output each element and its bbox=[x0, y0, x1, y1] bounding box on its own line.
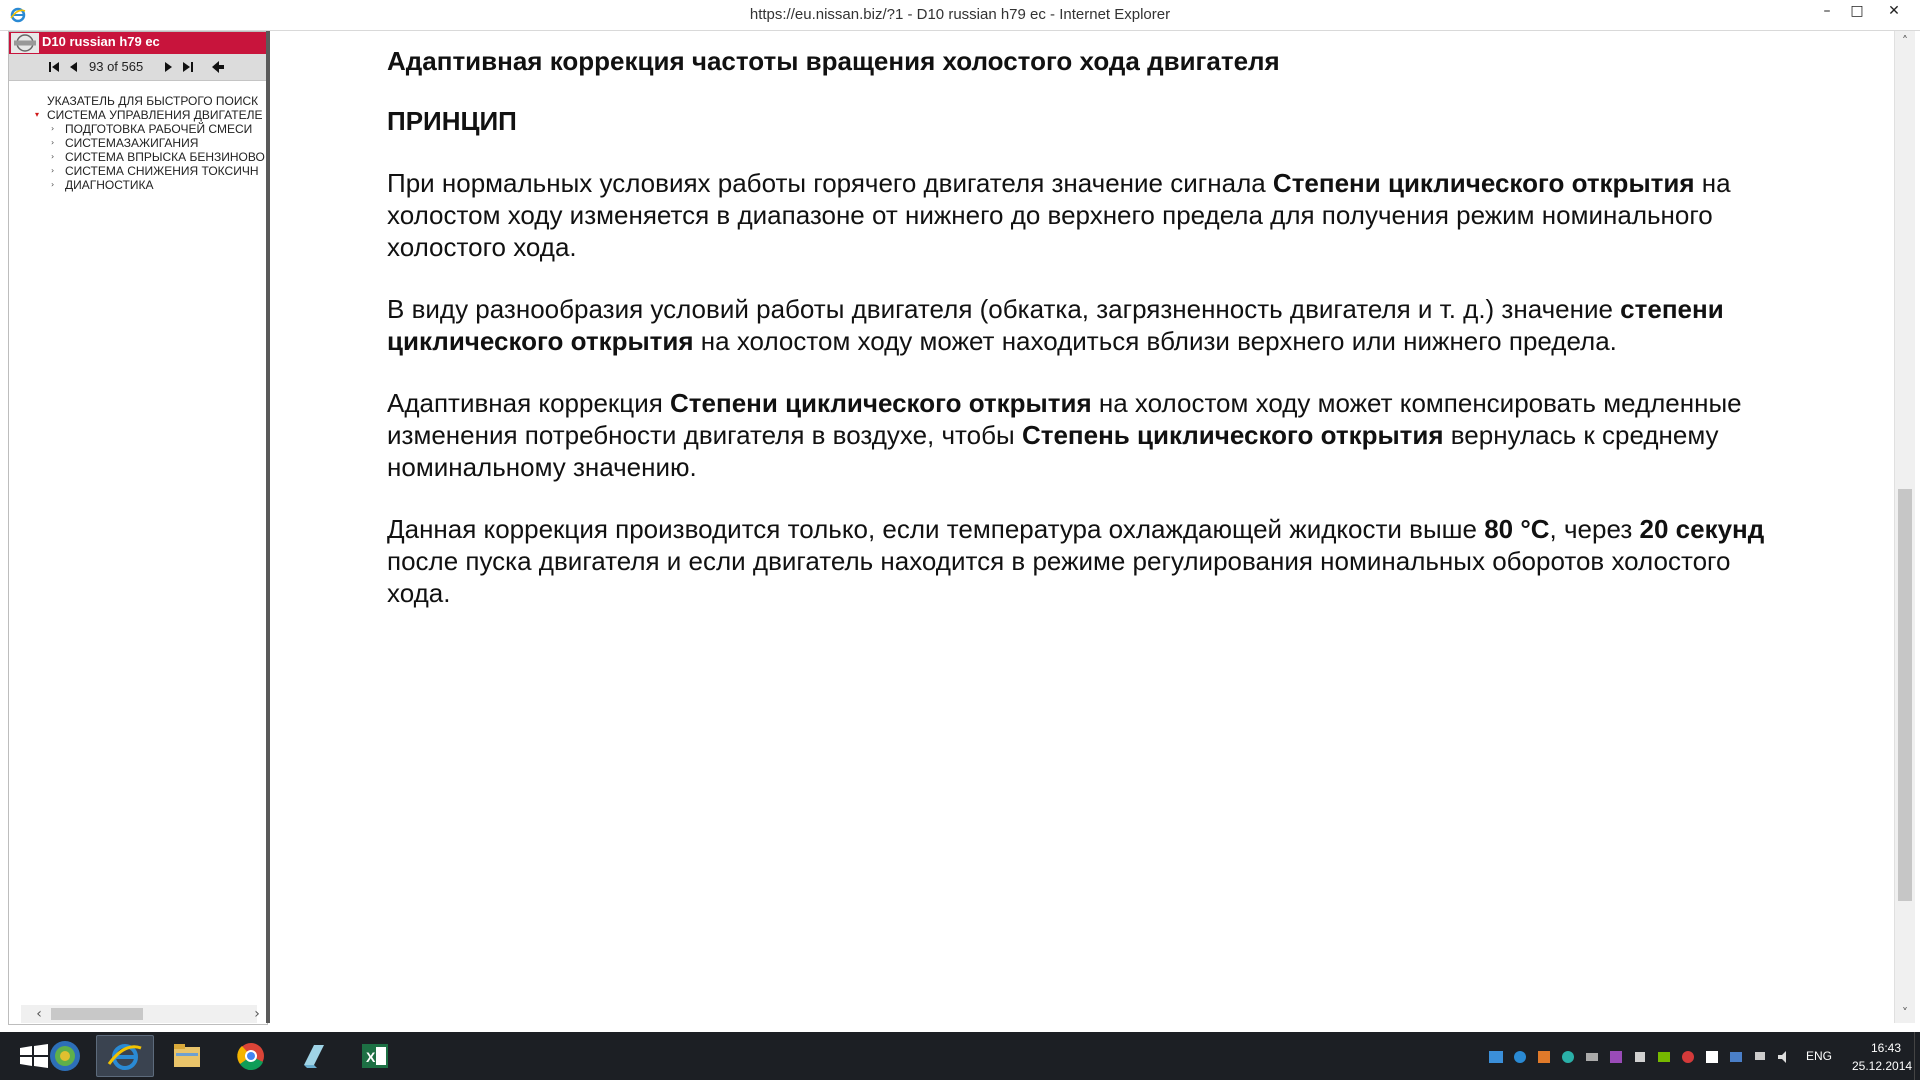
excel-icon bbox=[346, 1035, 404, 1077]
tray-app-icon[interactable] bbox=[1536, 1049, 1552, 1065]
maximize-button[interactable]: □ bbox=[1850, 3, 1864, 19]
tray-ie-icon[interactable] bbox=[1512, 1049, 1528, 1065]
collapsed-arrow-icon[interactable]: › bbox=[51, 180, 55, 189]
taskbar-notepad[interactable] bbox=[284, 1035, 342, 1077]
toc-item-emissions[interactable]: СИСТЕМА СНИЖЕНИЯ ТОКСИЧН bbox=[65, 164, 259, 178]
folder-icon bbox=[158, 1035, 216, 1077]
tray-nvidia-icon[interactable] bbox=[1656, 1049, 1672, 1065]
tray-network-icon[interactable] bbox=[1488, 1049, 1504, 1065]
content-pane bbox=[270, 31, 1895, 1023]
taskbar bbox=[0, 1032, 1920, 1080]
notepad-icon bbox=[284, 1035, 342, 1077]
expanded-arrow-icon[interactable]: ▾ bbox=[35, 110, 40, 119]
navigation-pane bbox=[8, 31, 268, 1025]
internet-explorer-icon bbox=[97, 1036, 153, 1076]
section-heading: ПРИНЦИП bbox=[387, 106, 517, 136]
tray-app-icon[interactable] bbox=[1680, 1049, 1696, 1065]
volume-icon[interactable] bbox=[1776, 1049, 1792, 1065]
tray-app-icon[interactable] bbox=[1584, 1049, 1600, 1065]
close-button[interactable]: ✕ bbox=[1888, 3, 1900, 19]
toc-item-diagnostics[interactable]: ДИАГНОСТИКА bbox=[65, 178, 154, 192]
nav-horizontal-scrollbar[interactable] bbox=[21, 1005, 260, 1023]
toc-item-injection[interactable]: СИСТЕМА ВПРЫСКА БЕНЗИНОВО bbox=[65, 150, 265, 164]
user-avatar-icon[interactable] bbox=[38, 1035, 92, 1077]
scroll-thumb[interactable] bbox=[51, 1008, 143, 1020]
nissan-logo-icon bbox=[11, 33, 39, 53]
tray-power-icon[interactable] bbox=[1752, 1049, 1768, 1065]
svg-text:X: X bbox=[366, 1049, 376, 1065]
previous-page-icon[interactable] bbox=[65, 58, 83, 76]
collapsed-arrow-icon[interactable]: › bbox=[51, 124, 55, 133]
collapsed-arrow-icon[interactable]: › bbox=[51, 166, 55, 175]
toc-item-ignition[interactable]: СИСТЕМАЗАЖИГАНИЯ bbox=[65, 136, 199, 150]
content-vertical-scrollbar[interactable] bbox=[1894, 31, 1915, 1023]
paragraph-2: В виду разнообразия условий работы двигателя (обкатка, загрязненность двигателя и т. д.) значение степени циклического открытия на холостом ходу может находиться вблизи верхнего или нижнего предела. bbox=[387, 294, 1724, 356]
table-of-contents bbox=[9, 94, 265, 994]
clock-date[interactable]: 25.12.2014 bbox=[1852, 1059, 1913, 1073]
clock-time[interactable]: 16:43 bbox=[1870, 1041, 1902, 1055]
scroll-thumb[interactable] bbox=[1898, 489, 1912, 901]
last-page-icon[interactable] bbox=[179, 58, 197, 76]
window-titlebar bbox=[0, 0, 1920, 31]
document-title: D10 russian h79 ec bbox=[42, 34, 160, 49]
paragraph-4: Данная коррекция производится только, если температура охлаждающей жидкости выше 80 °C, через 20 секунд после пуска двигателя и если двигатель находится в режиме регулирования номинальных оборотов холостого хода. bbox=[387, 514, 1765, 608]
taskbar-internet-explorer[interactable] bbox=[96, 1035, 154, 1077]
scroll-up-icon[interactable]: ˄ bbox=[1902, 34, 1908, 48]
window-title: https://eu.nissan.biz/?1 - D10 russian h79 ec - Internet Explorer bbox=[749, 6, 1171, 23]
page-counter: 93 of 565 bbox=[89, 59, 144, 74]
language-indicator[interactable]: ENG bbox=[1806, 1049, 1833, 1063]
tray-app-icon[interactable] bbox=[1608, 1049, 1624, 1065]
next-page-icon[interactable] bbox=[159, 58, 177, 76]
collapsed-arrow-icon[interactable]: › bbox=[51, 152, 55, 161]
tray-app-icon[interactable] bbox=[1632, 1049, 1648, 1065]
toc-item-quick-index[interactable]: УКАЗАТЕЛЬ ДЛЯ БЫСТРОГО ПОИСК bbox=[47, 94, 259, 108]
scroll-down-icon[interactable]: ˅ bbox=[1902, 1006, 1908, 1020]
first-page-icon[interactable] bbox=[45, 58, 63, 76]
nav-header bbox=[9, 32, 267, 54]
toc-item-engine-control[interactable]: СИСТЕМА УПРАВЛЕНИЯ ДВИГАТЕЛЕ bbox=[47, 108, 263, 122]
article bbox=[387, 45, 1787, 609]
back-arrow-icon[interactable] bbox=[209, 58, 227, 76]
paragraph-3: Адаптивная коррекция Степени циклического открытия на холостом ходу может компенсировать медленные изменения потребности двигателя в воздухе, чтобы Степень циклического открытия вернулась к среднему номинальному значению. bbox=[387, 388, 1742, 482]
tray-app-icon[interactable] bbox=[1728, 1049, 1744, 1065]
taskbar-excel[interactable] bbox=[346, 1035, 404, 1077]
chrome-icon bbox=[222, 1035, 280, 1077]
page-title: Адаптивная коррекция частоты вращения холостого хода двигателя bbox=[387, 46, 1280, 76]
taskbar-file-explorer[interactable] bbox=[158, 1035, 216, 1077]
tray-app-icon[interactable] bbox=[1560, 1049, 1576, 1065]
scroll-right-icon[interactable]: › bbox=[254, 1006, 260, 1022]
paragraph-1: При нормальных условиях работы горячего двигателя значение сигнала Степени циклического открытия на холостом ходу изменяется в диапазоне от нижнего до верхнего предела для получения режим номинального холостого хода. bbox=[387, 168, 1731, 262]
tray-app-icon[interactable] bbox=[1704, 1049, 1720, 1065]
collapsed-arrow-icon[interactable]: › bbox=[51, 138, 55, 147]
scroll-left-icon[interactable]: ‹ bbox=[36, 1006, 42, 1022]
taskbar-chrome[interactable] bbox=[222, 1035, 280, 1077]
toc-item-mixture-prep[interactable]: ПОДГОТОВКА РАБОЧЕЙ СМЕСИ bbox=[65, 122, 253, 136]
show-desktop-button[interactable] bbox=[1914, 1032, 1920, 1080]
minimize-button[interactable]: – bbox=[1823, 3, 1831, 19]
nav-toolbar bbox=[9, 54, 267, 81]
